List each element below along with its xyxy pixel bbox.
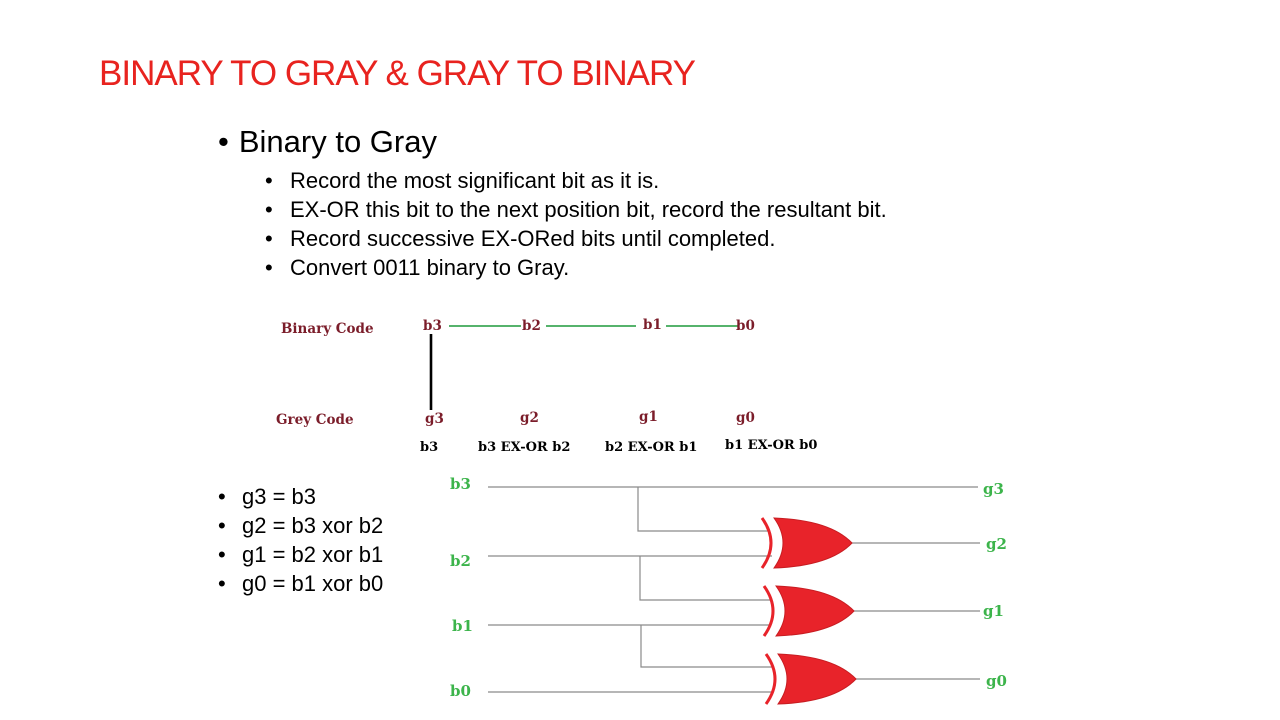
xor-gate-g0: [766, 654, 856, 704]
input-label-b2: b2: [450, 552, 471, 570]
step-text: Convert 0011 binary to Gray.: [290, 255, 570, 280]
bullet-dot: •: [265, 168, 273, 193]
equation-text: g0 = b1 xor b0: [242, 571, 384, 596]
equation-text: g1 = b2 xor b1: [242, 542, 384, 567]
bullet-dot: •: [218, 484, 226, 509]
bullet-dot: •: [265, 226, 273, 251]
wire-b3-tap: [638, 487, 769, 531]
input-label-b3: b3: [450, 475, 471, 493]
formula-g3: b3: [420, 440, 439, 455]
circuit-wires: [488, 487, 980, 692]
formula-g0: b1 EX-OR b0: [725, 438, 818, 453]
output-label-g3: g3: [983, 480, 1004, 498]
slide-title: BINARY TO GRAY & GRAY TO BINARY: [99, 54, 696, 93]
xor-gate-g1: [764, 586, 854, 636]
output-label-g0: g0: [986, 672, 1007, 690]
binary-bit-b1: b1: [643, 317, 662, 333]
bullet-dot: •: [218, 513, 226, 538]
equation-text: g2 = b3 xor b2: [242, 513, 384, 538]
grey-code-label: Grey Code: [276, 412, 354, 428]
step-text: Record successive EX-ORed bits until completed.: [290, 226, 776, 251]
binary-code-label: Binary Code: [281, 321, 374, 337]
equation-text: g3 = b3: [242, 484, 317, 509]
gray-bit-g1: g1: [639, 409, 658, 425]
wire-b1-tap: [641, 625, 772, 667]
step-text: EX-OR this bit to the next position bit, record the resultant bit.: [290, 197, 887, 222]
output-label-g2: g2: [986, 535, 1007, 553]
bullet-dot: •: [218, 542, 226, 567]
xor-gate-g2: [762, 518, 852, 568]
code-conversion-diagram: [276, 317, 817, 455]
xor-circuit: [450, 475, 1007, 704]
input-label-b0: b0: [450, 682, 471, 700]
formula-g1: b2 EX-OR b1: [605, 440, 698, 455]
bullet-dot: •: [218, 571, 226, 596]
gray-bit-g3: g3: [425, 411, 444, 427]
bullet-dot: •: [218, 124, 229, 159]
wire-b2-tap: [640, 556, 771, 600]
bullet-dot: •: [265, 197, 273, 222]
output-label-g1: g1: [983, 602, 1004, 620]
input-label-b1: b1: [452, 617, 473, 635]
binary-bit-b0: b0: [736, 318, 755, 334]
gray-bit-g2: g2: [520, 410, 539, 426]
step-text: Record the most significant bit as it is.: [290, 168, 660, 193]
main-bullet-text: Binary to Gray: [238, 124, 437, 159]
binary-bit-b2: b2: [522, 318, 541, 334]
gray-bit-g0: g0: [736, 410, 755, 426]
bullet-dot: •: [265, 255, 273, 280]
formula-g2: b3 EX-OR b2: [478, 440, 571, 455]
binary-bit-b3: b3: [423, 318, 442, 334]
